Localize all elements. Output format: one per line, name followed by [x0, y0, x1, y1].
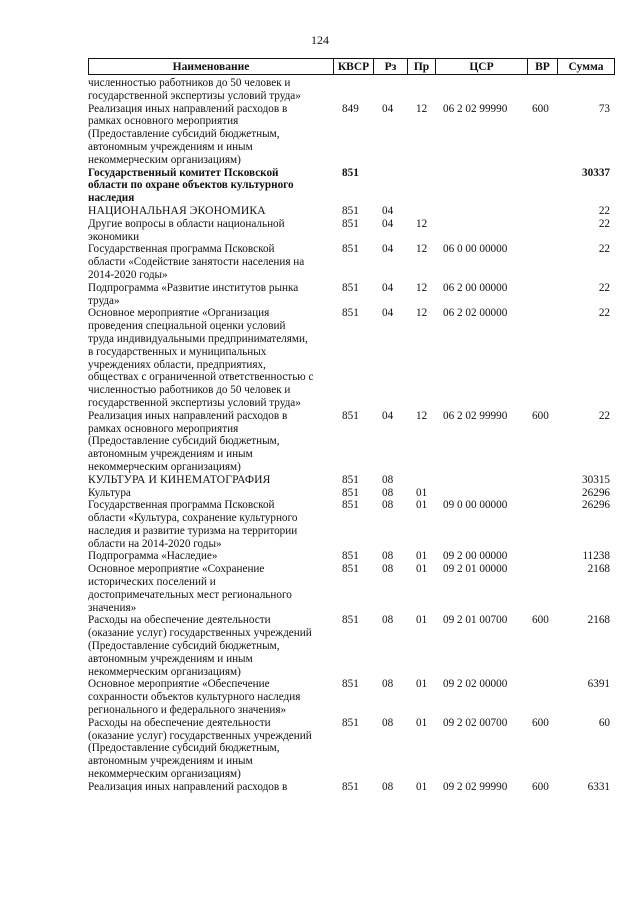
row-name-line: (оказание услуг) государственных учреждений	[88, 729, 312, 742]
row-kvsr: 851	[342, 499, 359, 512]
row-kvsr: 851	[342, 614, 359, 627]
row-rz: 04	[382, 281, 394, 294]
row-pr: 01	[416, 678, 428, 691]
row-name-line: Расходы на обеспечение деятельности	[88, 716, 271, 729]
row-rz: 08	[382, 780, 394, 793]
row-name-line: (Предоставление субсидий бюджетным,	[88, 128, 280, 141]
table-row	[88, 77, 614, 103]
row-name	[88, 781, 333, 794]
row-rz: 08	[382, 499, 394, 512]
row-pr: 01	[416, 550, 428, 563]
row-kvsr: 851	[342, 678, 359, 691]
row-name-line: Реализация иных направлений расходов в	[88, 102, 288, 115]
row-name-line: государственной экспертизы условий труда»	[88, 396, 301, 409]
row-name-line: (Предоставление субсидий бюджетным,	[88, 640, 280, 653]
row-rz: 08	[382, 473, 394, 486]
row-sum: 22	[598, 243, 610, 256]
row-name-line: сохранности объектов культурного наследия	[88, 691, 301, 704]
row-kvsr: 851	[342, 716, 359, 729]
header-row	[89, 59, 615, 75]
row-csr: 09 2 02 99990	[443, 780, 508, 793]
row-kvsr: 851	[342, 204, 359, 217]
row-pr: 01	[416, 563, 428, 576]
row-name-line: труда»	[88, 294, 120, 307]
table-row	[88, 717, 614, 781]
row-csr: 09 0 00 00000	[443, 499, 508, 512]
row-sum: 26296	[582, 486, 610, 499]
row-csr: 06 2 02 99990	[443, 409, 508, 422]
row-vr: 600	[532, 716, 549, 729]
row-kvsr: 851	[342, 166, 359, 179]
row-sum: 6391	[587, 678, 610, 691]
page-number: 124	[311, 33, 329, 47]
row-pr: 01	[416, 780, 428, 793]
row-csr: 09 2 00 00000	[443, 550, 508, 563]
row-name-line: автономным учреждениям и иным	[88, 652, 253, 665]
row-kvsr: 851	[342, 486, 359, 499]
table-row	[88, 487, 614, 500]
row-name	[88, 487, 333, 500]
row-name-line: некоммерческим организациям)	[88, 665, 241, 678]
row-kvsr: 851	[342, 307, 359, 320]
row-name-line: численностью работников до 50 человек и	[88, 77, 291, 89]
row-name-line: НАЦИОНАЛЬНАЯ ЭКОНОМИКА	[88, 203, 266, 217]
header-vr: ВР	[528, 59, 558, 75]
row-csr: 06 2 00 00000	[443, 281, 508, 294]
row-kvsr: 851	[342, 217, 359, 230]
row-name-line: (оказание услуг) государственных учреждений	[88, 627, 312, 640]
row-name-line: (Предоставление субсидий бюджетным,	[88, 742, 280, 755]
row-pr: 01	[416, 614, 428, 627]
row-pr: 12	[416, 217, 428, 230]
row-rz: 08	[382, 550, 394, 563]
row-name-line: значения»	[88, 601, 137, 614]
table-row	[88, 781, 614, 794]
row-name-line: Государственная программа Псковской	[88, 499, 275, 512]
row-name-line: наследия и развитие туризма на территории	[88, 524, 298, 537]
row-name-line: Подпрограмма «Развитие институтов рынка	[88, 281, 299, 294]
row-rz: 08	[382, 486, 394, 499]
row-name-line: некоммерческим организациям)	[88, 460, 241, 473]
row-pr: 12	[416, 102, 428, 115]
table-row	[88, 307, 614, 409]
row-name-line: проведения специальной оценки условий	[88, 320, 286, 333]
row-rz: 04	[382, 204, 394, 217]
row-name-line: достопримечательных мест регионального	[88, 588, 292, 601]
row-kvsr: 851	[342, 550, 359, 563]
row-name	[88, 550, 333, 563]
row-sum: 30337	[582, 166, 610, 179]
header-csr: ЦСР	[436, 59, 528, 75]
row-sum: 26296	[582, 499, 610, 512]
row-name-line: государственной экспертизы условий труда»	[88, 89, 301, 102]
row-sum: 22	[598, 204, 610, 217]
row-name-line: рамках основного мероприятия	[88, 422, 239, 435]
table-row	[88, 167, 614, 205]
row-rz: 08	[382, 563, 394, 576]
row-name-line: труда индивидуальными предпринимателями,	[88, 332, 308, 345]
row-rz: 04	[382, 102, 394, 115]
row-sum: 2168	[587, 614, 610, 627]
row-sum: 22	[598, 281, 610, 294]
row-name-line: области на 2014-2020 годы»	[88, 537, 222, 550]
header-name: Наименование	[89, 59, 334, 75]
row-name	[88, 678, 333, 716]
table-row	[88, 243, 614, 281]
row-name	[88, 307, 333, 409]
row-name	[88, 77, 333, 103]
row-name	[88, 205, 333, 218]
row-name-line: автономным учреждениям и иным	[88, 448, 253, 461]
budget-table-body	[88, 77, 614, 794]
row-vr: 600	[532, 102, 549, 115]
row-csr: 09 2 02 00000	[443, 678, 508, 691]
row-name	[88, 243, 333, 281]
row-sum: 2168	[587, 563, 610, 576]
row-name-line: Государственный комитет Псковской	[88, 166, 279, 179]
table-row	[88, 205, 614, 218]
row-name-line: области «Содействие занятости населения на	[88, 256, 305, 269]
row-name-line: КУЛЬТУРА И КИНЕМАТОГРАФИЯ	[88, 472, 271, 486]
row-name-line: рамках основного мероприятия	[88, 115, 239, 128]
row-csr: 09 2 01 00000	[443, 563, 508, 576]
row-name-line: обществах с ограниченной ответственностью с	[88, 371, 314, 384]
row-vr: 600	[532, 780, 549, 793]
row-name	[88, 614, 333, 678]
row-pr: 01	[416, 499, 428, 512]
row-pr: 01	[416, 716, 428, 729]
row-kvsr: 851	[342, 563, 359, 576]
row-name-line: Реализация иных направлений расходов в	[88, 409, 288, 422]
row-kvsr: 851	[342, 780, 359, 793]
row-name-line: Реализация иных направлений расходов в	[88, 780, 288, 793]
row-pr: 12	[416, 281, 428, 294]
row-name	[88, 717, 333, 781]
row-vr: 600	[532, 614, 549, 627]
row-vr: 600	[532, 409, 549, 422]
row-name-line: некоммерческим организациям)	[88, 153, 241, 166]
header-rz: Рз	[374, 59, 408, 75]
row-name-line: учреждениях области, предприятиях,	[88, 358, 266, 371]
header-kvsr: КВСР	[334, 59, 374, 75]
row-name	[88, 282, 333, 308]
row-name	[88, 499, 333, 550]
table-row	[88, 614, 614, 678]
row-rz: 08	[382, 678, 394, 691]
row-kvsr: 851	[342, 473, 359, 486]
row-name-line: Подпрограмма «Наследие»	[88, 550, 218, 563]
row-name-line: автономным учреждениям и иным	[88, 140, 253, 153]
table-row	[88, 678, 614, 716]
row-sum: 6331	[587, 780, 610, 793]
row-name-line: Культура	[88, 486, 131, 499]
row-kvsr: 849	[342, 102, 359, 115]
row-sum: 22	[598, 217, 610, 230]
table-row	[88, 103, 614, 167]
row-name-line: в государственных и муниципальных	[88, 345, 267, 358]
table-row	[88, 282, 614, 308]
table-row	[88, 410, 614, 474]
row-rz: 04	[382, 243, 394, 256]
row-name-line: численностью работников до 50 человек и	[88, 384, 291, 397]
table-row	[88, 474, 614, 487]
row-name-line: (Предоставление субсидий бюджетным,	[88, 435, 280, 448]
row-name	[88, 167, 333, 205]
row-kvsr: 851	[342, 409, 359, 422]
row-name	[88, 410, 333, 474]
row-name-line: регионального и федерального значения»	[88, 704, 287, 717]
row-name	[88, 218, 333, 244]
row-csr: 09 2 02 00700	[443, 716, 508, 729]
row-name-line: области по охране объектов культурного	[88, 179, 294, 192]
row-name-line: экономики	[88, 230, 140, 243]
row-pr: 12	[416, 307, 428, 320]
row-name-line: 2014-2020 годы»	[88, 268, 168, 281]
table-row	[88, 218, 614, 244]
row-name	[88, 474, 333, 487]
row-csr: 06 2 02 00000	[443, 307, 508, 320]
header-sum: Сумма	[558, 59, 615, 75]
row-name-line: Основное мероприятие «Обеспечение	[88, 678, 270, 691]
row-sum: 11238	[582, 550, 610, 563]
row-name-line: Основное мероприятие «Организация	[88, 307, 270, 320]
table-header	[88, 58, 615, 75]
row-kvsr: 851	[342, 281, 359, 294]
table-row	[88, 550, 614, 563]
row-rz: 08	[382, 716, 394, 729]
row-name-line: исторических поселений и	[88, 576, 216, 589]
row-kvsr: 851	[342, 243, 359, 256]
row-sum: 22	[598, 307, 610, 320]
row-rz: 04	[382, 307, 394, 320]
row-name	[88, 563, 333, 614]
row-sum: 60	[598, 716, 610, 729]
row-name-line: Другие вопросы в области национальной	[88, 217, 285, 230]
row-pr: 12	[416, 243, 428, 256]
row-sum: 73	[598, 102, 610, 115]
table-row	[88, 563, 614, 614]
row-name-line: Основное мероприятие «Сохранение	[88, 563, 265, 576]
row-sum: 30315	[582, 473, 610, 486]
row-csr: 06 2 02 99990	[443, 102, 508, 115]
row-name-line: Расходы на обеспечение деятельности	[88, 614, 271, 627]
row-name-line: области «Культура, сохранение культурного	[88, 512, 298, 525]
row-pr: 12	[416, 409, 428, 422]
row-rz: 08	[382, 614, 394, 627]
header-pr: Пр	[408, 59, 436, 75]
row-pr: 01	[416, 486, 428, 499]
row-name	[88, 103, 333, 167]
row-name-line: некоммерческим организациям)	[88, 768, 241, 781]
row-csr: 06 0 00 00000	[443, 243, 508, 256]
row-name-line: наследия	[88, 192, 135, 205]
row-rz: 04	[382, 217, 394, 230]
row-name-line: автономным учреждениям и иным	[88, 755, 253, 768]
row-sum: 22	[598, 409, 610, 422]
row-csr: 09 2 01 00700	[443, 614, 508, 627]
row-rz: 04	[382, 409, 394, 422]
table-row	[88, 499, 614, 550]
row-name-line: Государственная программа Псковской	[88, 243, 275, 256]
